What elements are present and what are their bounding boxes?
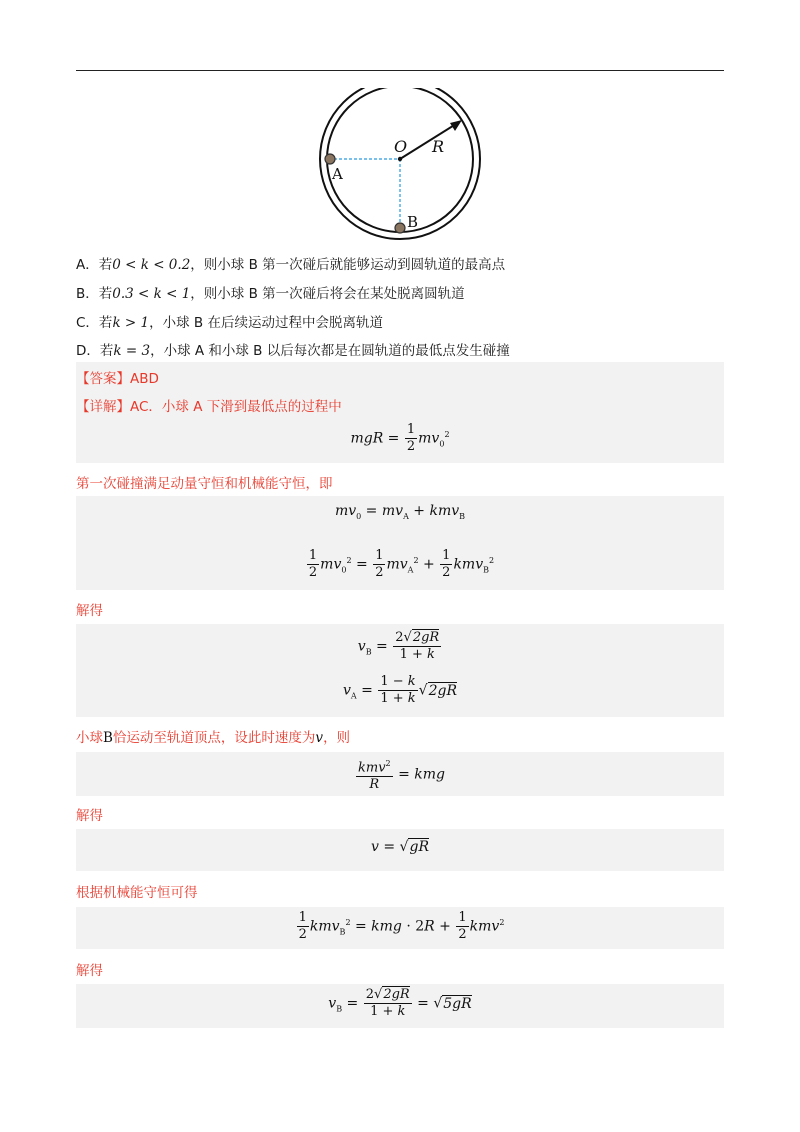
detail-line: 【详解】AC．小球 A 下滑到最低点的过程中 [76,399,342,415]
option-c-text: ，小球 B 在后续运动过程中会脱离轨道 [149,315,383,331]
equation-v: v = √gR [371,839,429,855]
option-d-text: ，小球 A 和小球 B 以后每次都是在圆轨道的最低点发生碰撞 [150,343,510,359]
equation-centripetal: $\frac{kmv^2}{R}$ = kmg [76,756,724,793]
solution-block-6 [76,907,724,949]
solution-block-3 [76,624,724,717]
radius-arrowhead [450,120,462,131]
p2-v: v [315,730,324,746]
option-c-prefix: C．若 [76,315,113,331]
option-a [76,253,505,273]
solve-label-1: 解得 [76,603,103,619]
option-a-condition: 0 < k < 0.2 [112,257,191,273]
solve-label-2: 解得 [76,808,103,824]
solution-block-2 [76,496,724,590]
radius-label: R [432,137,445,156]
ball-a-label: A [332,165,343,183]
option-b [76,282,465,302]
option-c-condition: k > 1 [112,315,150,331]
equation-energy-2: $\frac{1}{2}$ $mv_0^2$ = $\frac{1}{2}$ $mv_A^2$ + $\frac{1}{2}$ kmv$_B^2$ [308,548,495,580]
paragraph-collision: 第一次碰撞满足动量守恒和机械能守恒，即 [76,476,333,492]
option-c [76,311,383,331]
p2-mid: 恰运动至轨道顶点，设此时速度为 [112,730,316,746]
p2-b: B [103,730,113,746]
option-a-text: ，则小球 B 第一次碰后就能够运动到圆轨道的最高点 [190,257,506,273]
radius-arrow [400,124,456,159]
option-d [76,339,510,359]
equation-vb-final: $v_B$ = $\frac{2√2gR}{1 + k}$ = √5gR [328,987,472,1019]
equation-energy-1: mgR = $\frac{1}{2}$ $mv_0^2$ [350,422,450,454]
option-b-text: ，则小球 B 第一次碰后将会在某处脱离圆轨道 [190,286,465,302]
solution-block-5 [76,829,724,871]
paragraph-top-point [76,726,350,746]
ball-b [395,223,405,233]
option-d-prefix: D．若 [76,343,114,359]
p2-pre: 小球 [76,730,103,746]
ball-b-label: B [407,213,419,231]
paragraph-energy: 根据机械能守恒可得 [76,885,198,901]
solution-block-4 [76,752,724,796]
option-a-prefix: A．若 [76,257,113,273]
equation-vb: $v_B$ = $\frac{2√2gR}{1 + k}$ [357,630,440,662]
solution-block-1 [76,362,724,463]
p2-post: ，则 [323,730,351,746]
solution-block-7 [76,984,724,1028]
center-label: O [394,137,408,156]
equation-energy-3: $\frac{1}{2}$ kmv$_B^2$ = kmg · 2R + $\frac{1}{2}$ kmv$^2$ [298,910,505,942]
equation-momentum: $mv_0 = mv_A + kmv_B$ [334,503,466,521]
ball-a [325,154,335,164]
answer-line: 【答案】ABD [76,371,159,387]
top-rule [76,70,724,71]
circular-track-figure [310,88,490,248]
option-b-condition: 0.3 < k < 1 [112,286,191,302]
solve-label-3: 解得 [76,963,103,979]
equation-va: $v_A$ = $\frac{1 - k}{1 + k}$ √2gR [342,674,457,706]
option-b-prefix: B．若 [76,286,113,302]
center-dot [398,157,402,161]
option-d-condition: k = 3 [113,343,151,359]
